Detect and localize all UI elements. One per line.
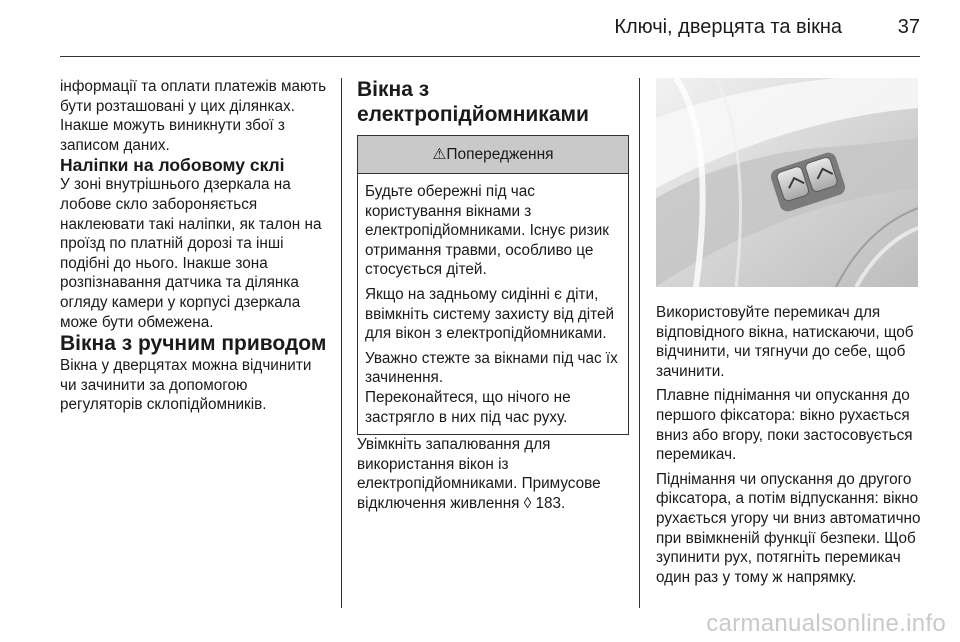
manual-windows-heading: Вікна з ручним приводом xyxy=(60,332,327,356)
column-right xyxy=(656,303,922,592)
first-detent-paragraph: Плавне піднімання чи опускання до першого фіксатора: вікно рухається вниз або вгору, поки застосовується перемикач. xyxy=(656,387,913,464)
window-switch-photo xyxy=(656,78,918,287)
header-divider xyxy=(60,56,920,57)
warning-box xyxy=(357,135,629,435)
warning-paragraph: Будьте обережні під час користування вікнами з електропідйомниками. Існує ризик отримання травми, особливо це стосується дітей. xyxy=(365,183,609,279)
column-divider-1 xyxy=(341,78,342,608)
column-middle xyxy=(357,77,629,514)
power-windows-heading: Вікна з електропідйомниками xyxy=(357,78,589,126)
warning-title: Попередження xyxy=(446,146,554,163)
stickers-paragraph: У зоні внутрішнього дзеркала на лобове скло забороняється наклеювати такі наліпки, як талон на проїзд по платній дорозі та інші подібні до нього. Інакше зона розпізнавання датчика та ділянка огляду камери у корпусі дзеркала може бути обмежена. xyxy=(60,176,322,331)
column-divider-2 xyxy=(639,78,640,608)
column-left xyxy=(60,77,330,415)
page-reference-arrow-icon: ◊ xyxy=(523,494,532,512)
page-number: 37 xyxy=(897,16,920,38)
stickers-heading: Наліпки на лобовому склі xyxy=(60,155,285,176)
warning-paragraph: Якщо на задньому сидінні є діти, ввімкніть систему захисту від дітей для вікон з електропідйомниками. xyxy=(365,285,615,343)
watermark: carmanualsonline.info xyxy=(706,610,946,637)
warning-header xyxy=(358,136,628,174)
warning-triangle-icon: ⚠ xyxy=(432,146,447,163)
ignition-paragraph: Увімкніть запалювання для використання вікон із електропідйомниками. Примусове відключення живлення ◊ 183. xyxy=(357,436,601,512)
warning-paragraph: Уважно стежте за вікнами під час їх зачинення. Переконайтеся, що нічого не застрягло в них під час руху. xyxy=(365,349,618,426)
warning-body xyxy=(358,174,628,434)
switch-usage-paragraph: Використовуйте перемикач для відповідного вікна, натискаючи, щоб відчинити, чи тягнучи до себе, щоб зачинити. xyxy=(656,304,914,380)
intro-paragraph: інформації та оплати платежів мають бути розташовані у цих ділянках. Інакше можуть виникнути збої з записом даних. xyxy=(60,78,327,154)
page-reference[interactable]: 183. xyxy=(535,494,566,512)
manual-windows-paragraph: Вікна у дверцятах можна відчинити чи зачинити за допомогою регуляторів склопідйомників. xyxy=(60,357,312,414)
second-detent-paragraph: Піднімання чи опускання до другого фіксатора, а потім відпускання: вікно рухається угору чи вниз автоматично при ввімкненій функції безпеки. Щоб зупинити рух, потягніть перемикач один раз у тому ж напрямку. xyxy=(656,470,921,586)
page-header-title: Ключі, дверцята та вікна xyxy=(614,16,842,38)
